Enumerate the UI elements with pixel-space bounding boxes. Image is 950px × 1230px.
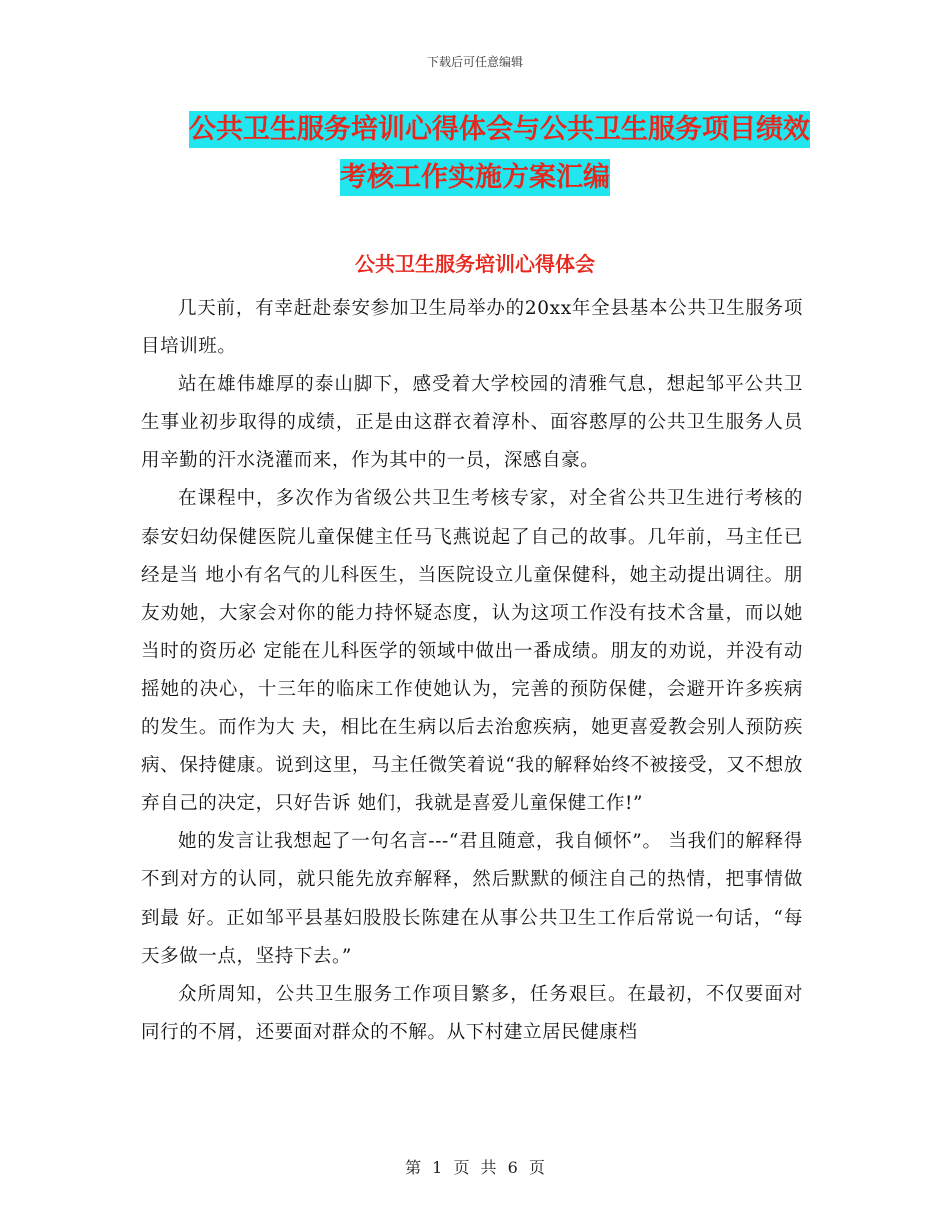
paragraph: 站在雄伟雄厚的泰山脚下，感受着大学校园的清雅气息，想起邹平公共卫生事业初步取得的成绩，正是由这群衣着淳朴、面容憨厚的公共卫生服务人员用辛勤的汗水浇灌而来，作为其中的一员，深感自豪。	[141, 374, 803, 472]
title-line-1-text: 公共卫生服务培训心得体会与公共卫生服务项目绩效	[189, 111, 810, 148]
section-title: 公共卫生服务培训心得体会	[355, 252, 595, 276]
body-text	[141, 290, 803, 1052]
paragraph: 她的发言让我想起了一句名言---“君且随意，我自倾怀”。 当我们的解释得不到对方的认同，就只能先放弃解释，然后默默的倾注自己的热情，把事情做到最 好。正如邹平县基妇股股长陈建在从事公共卫生工作后常说一句话，“每天多做一点，坚持下去。”	[141, 831, 803, 967]
title-line-2	[140, 154, 810, 202]
title-line-1	[140, 106, 810, 154]
title-line-2-text: 考核工作实施方案汇编	[340, 159, 610, 196]
header-note: 下载后可任意编辑	[426, 55, 523, 69]
paragraph: 几天前，有幸赶赴泰安参加卫生局举办的20xx年全县基本公共卫生服务项目培训班。	[141, 298, 803, 358]
paragraph: 众所周知，公共卫生服务工作项目繁多，任务艰巨。在最初，不仅要面对同行的不屑，还要面对群众的不解。从下村建立居民健康档	[141, 983, 803, 1043]
page-footer: 第 1 页 共 6 页	[405, 1158, 545, 1177]
document-title	[140, 106, 810, 202]
paragraph: 在课程中，多次作为省级公共卫生考核专家，对全省公共卫生进行考核的泰安妇幼保健医院儿童保健主任马飞燕说起了自己的故事。几年前，马主任已经是当 地小有名气的儿科医生，当医院设立儿童保健科，她主动提出调往。朋友劝她，大家会对你的能力持怀疑态度，认为这项工作没有技术含量，而以她当时的资历必 定能在儿科医学的领域中做出一番成绩。朋友的劝说，并没有动摇她的决心，十三年的临床工作使她认为，完善的预防保健，会避开许多疾病的发生。而作为大 夫，相比在生病以后去治愈疾病，她更喜爱教会别人预防疾病、保持健康。说到这里，马主任微笑着说“我的解释始终不被接受，又不想放弃自己的决定，只好告诉 她们，我就是喜爱儿童保健工作!”	[141, 488, 803, 815]
